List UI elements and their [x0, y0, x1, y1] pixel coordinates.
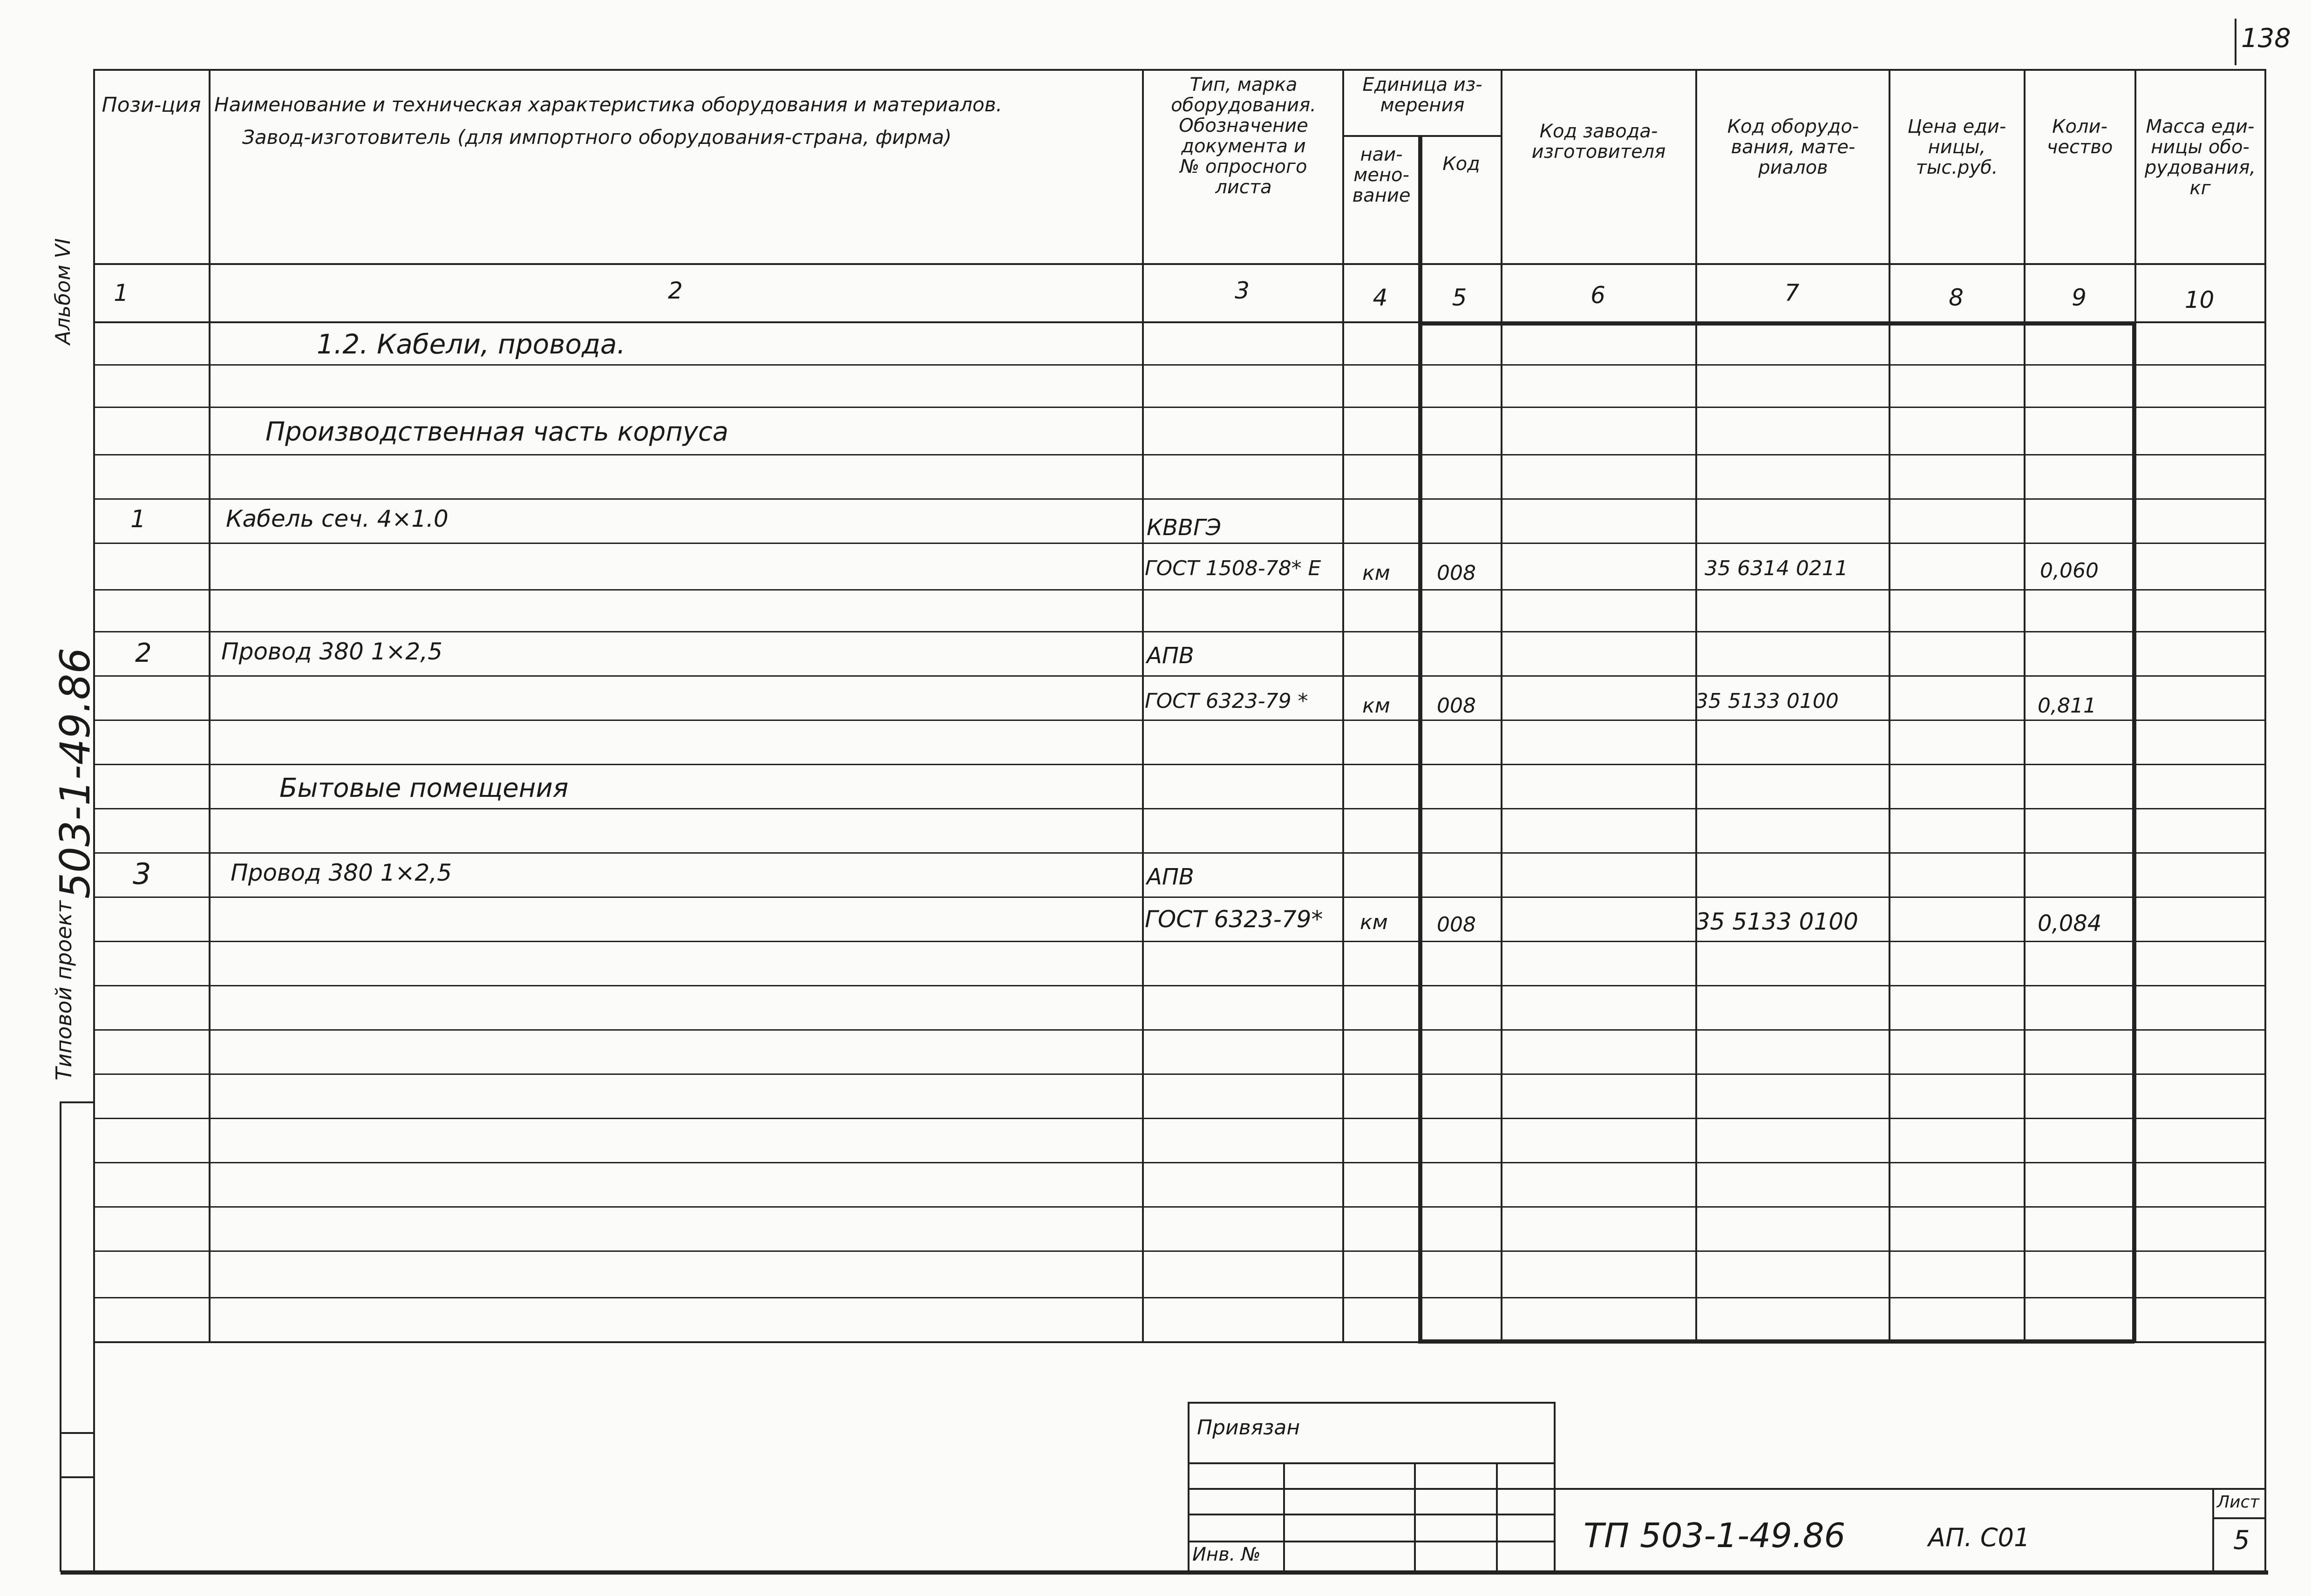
- stamp-inventory-label: Инв. №: [1192, 1544, 1261, 1565]
- stamp-sheet-code: АП. С01: [1928, 1523, 2030, 1552]
- section-title: 1.2. Кабели, провода.: [317, 328, 625, 360]
- column-number: 8: [1949, 284, 1964, 311]
- item-unit: км: [1362, 561, 1390, 585]
- item-type: КВВГЭ: [1147, 515, 1222, 541]
- column-number: 9: [2072, 284, 2087, 311]
- header-unit-name-line: мено-: [1353, 164, 1409, 186]
- header-equipment-code-line: Код оборудо-: [1727, 116, 1859, 137]
- item-equipment-code: 35 5133 0100: [1695, 908, 1858, 935]
- header-mass-line: ницы обо-: [2151, 136, 2250, 158]
- item-name: Кабель сеч. 4×1.0: [226, 505, 449, 532]
- item-unit-code: 008: [1437, 694, 1476, 718]
- header-factory-code: [1502, 121, 1695, 162]
- header-position-label: Пози-ция: [102, 93, 201, 117]
- item-type: АПВ: [1147, 864, 1194, 890]
- header-name-line2: Завод-изготовитель (для импортного оборудования-страна, фирма): [242, 126, 952, 149]
- header-unit-line: мерения: [1380, 95, 1465, 116]
- side-album-label: Альбом VI: [51, 238, 75, 345]
- item-position: 3: [133, 857, 151, 891]
- header-position: [100, 93, 203, 117]
- header-type-line: Тип, марка: [1189, 74, 1298, 95]
- header-mass-line: рудования,: [2144, 157, 2256, 178]
- item-equipment-code: 35 6314 0211: [1705, 557, 1848, 580]
- column-number: 4: [1373, 284, 1388, 311]
- item-standard: ГОСТ 1508-78* Е: [1145, 557, 1321, 580]
- header-quantity-line: Коли-: [2052, 116, 2107, 137]
- header-factory-code-line: изготовителя: [1531, 141, 1666, 163]
- subsection-title: Производственная часть корпуса: [265, 417, 729, 447]
- header-price-line: ницы,: [1928, 136, 1986, 158]
- header-equipment-code-line: риалов: [1758, 157, 1828, 178]
- header-type-line: документа и: [1181, 136, 1306, 157]
- header-unit-name-line: наи-: [1360, 144, 1403, 165]
- side-project-label: Типовой проект: [51, 900, 76, 1080]
- item-name: Провод 380 1×2,5: [221, 638, 442, 665]
- item-quantity: 0,060: [2040, 559, 2099, 583]
- sheet-corner-number: 138: [2241, 23, 2291, 54]
- header-unit-name: [1344, 144, 1419, 206]
- item-standard: ГОСТ 6323-79 *: [1145, 689, 1308, 713]
- header-type-line: оборудования.: [1171, 95, 1316, 116]
- item-position: 1: [130, 505, 146, 533]
- header-mass-line: кг: [2189, 177, 2211, 199]
- header-unit-line: Единица из-: [1362, 74, 1482, 95]
- column-number: 2: [668, 277, 683, 304]
- header-mass: [2136, 116, 2264, 198]
- stamp-sheet-label: Лист: [2217, 1493, 2260, 1512]
- header-name-line1: Наименование и техническая характеристика оборудования и материалов.: [214, 93, 1002, 116]
- column-number: 1: [114, 279, 129, 306]
- header-price-line: Цена еди-: [1907, 116, 2006, 137]
- item-unit: км: [1360, 910, 1388, 934]
- header-type-line: Обозначение: [1179, 115, 1308, 136]
- item-unit-code: 008: [1437, 913, 1476, 937]
- header-equipment-code-line: вания, мате-: [1731, 136, 1856, 158]
- header-type-line: № опросного: [1180, 156, 1307, 177]
- header-factory-code-line: Код завода-: [1539, 121, 1658, 142]
- subsection-title: Бытовые помещения: [279, 773, 569, 803]
- header-unit-name-line: вание: [1352, 185, 1411, 206]
- header-price-line: тыс.руб.: [1916, 157, 1998, 178]
- item-quantity: 0,811: [2038, 694, 2096, 718]
- header-equipment-code: [1698, 116, 1889, 178]
- column-number: 10: [2184, 286, 2215, 313]
- item-name: Провод 380 1×2,5: [231, 859, 452, 886]
- header-type: [1146, 75, 1341, 197]
- stamp-sheet-number: 5: [2233, 1525, 2250, 1555]
- stamp-document-code: ТП 503-1-49.86: [1584, 1516, 1846, 1555]
- header-quantity: [2025, 116, 2134, 157]
- item-position: 2: [135, 638, 152, 668]
- item-equipment-code: 35 5133 0100: [1695, 689, 1839, 713]
- header-price: [1890, 116, 2024, 178]
- header-unit: [1344, 75, 1501, 115]
- item-quantity: 0,084: [2038, 910, 2102, 937]
- item-type: АПВ: [1147, 643, 1194, 669]
- item-unit-code: 008: [1437, 561, 1476, 585]
- stamp-attached-label: Привязан: [1197, 1416, 1300, 1440]
- header-unit-code: Код: [1442, 153, 1480, 175]
- header-quantity-line: чество: [2046, 136, 2113, 158]
- column-number: 3: [1235, 277, 1250, 304]
- item-unit: км: [1362, 694, 1390, 718]
- header-mass-line: Масса еди-: [2146, 116, 2255, 137]
- column-number: 5: [1452, 284, 1467, 311]
- column-number: 7: [1784, 279, 1800, 306]
- column-number: 6: [1591, 282, 1605, 309]
- header-type-line: листа: [1215, 177, 1272, 198]
- side-project-number: 503-1-49.86: [51, 647, 99, 899]
- item-standard: ГОСТ 6323-79*: [1145, 906, 1323, 933]
